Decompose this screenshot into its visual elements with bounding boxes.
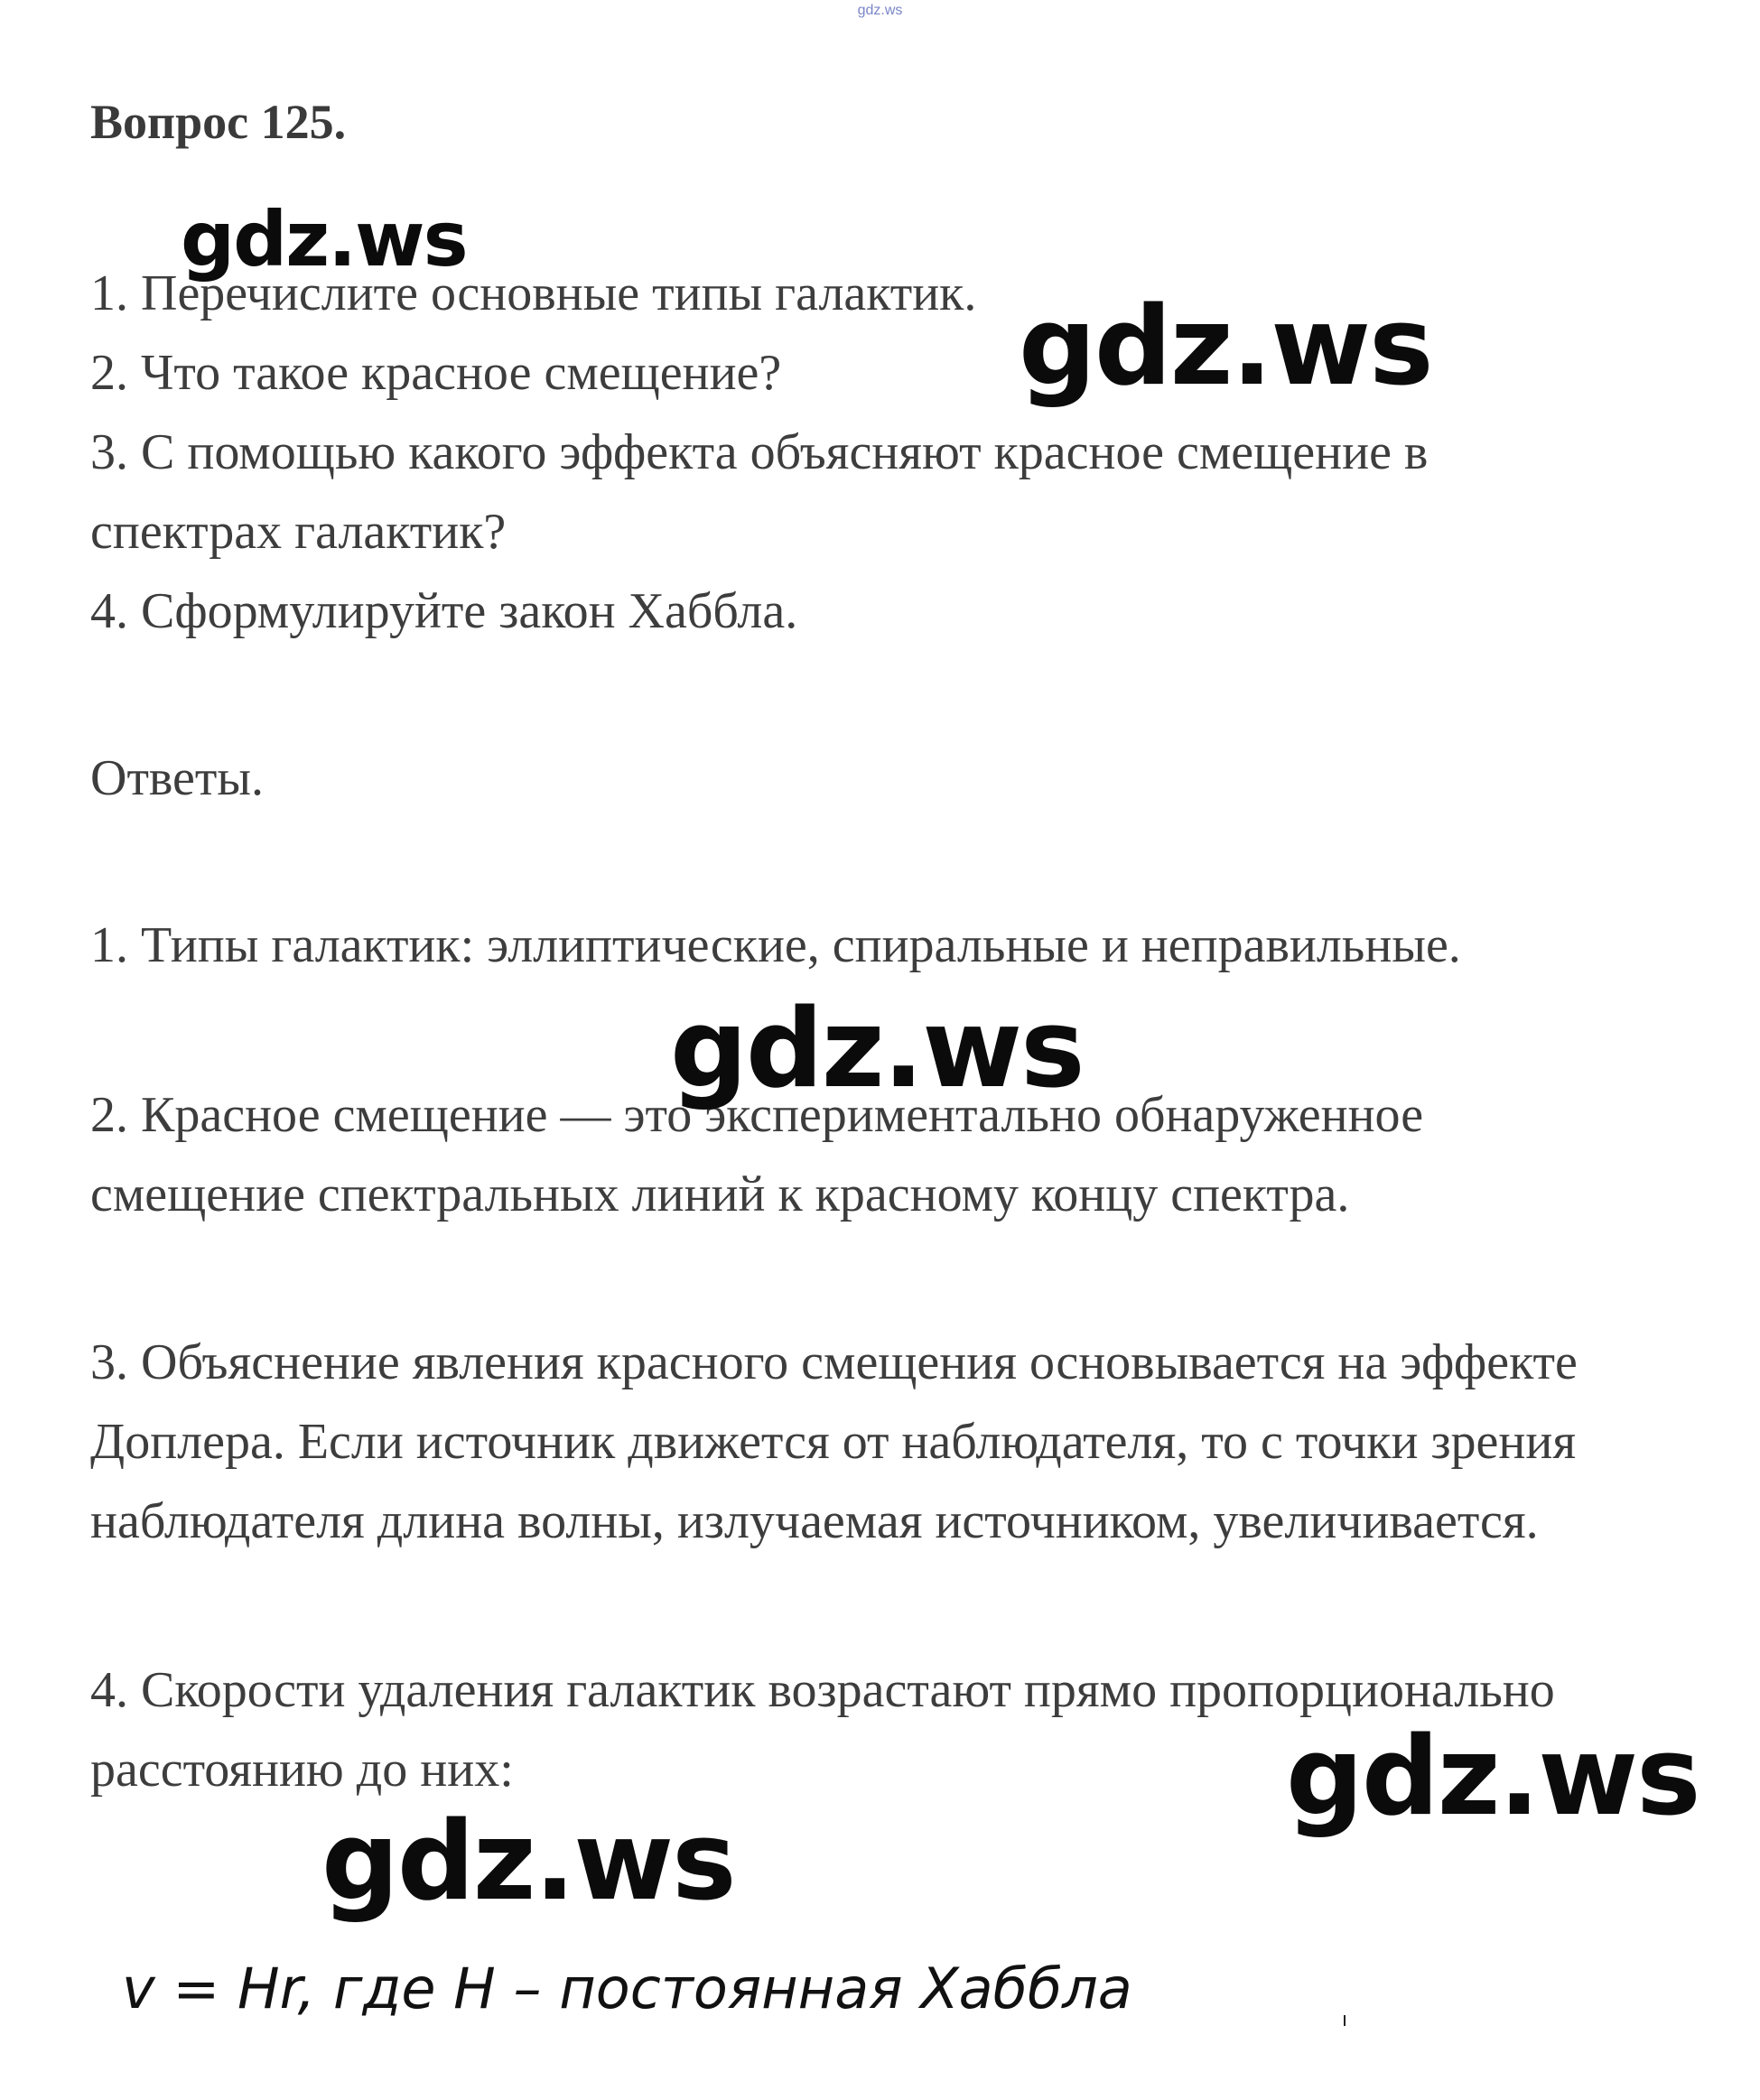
answer-4-line-2: расстоянию до них: [90,1742,514,1798]
watermark-4: gdz.ws [1286,1714,1699,1840]
watermark-1: gdz.ws [181,195,467,283]
watermark-2: gdz.ws [1019,284,1432,410]
question-4: 4. Сформулируйте закон Хаббла. [90,583,798,639]
question-2: 2. Что такое красное смещение? [90,345,782,401]
answer-4-line-1: 4. Скорости удаления галактик возрастают прямо пропорционально [90,1662,1555,1718]
answer-2-line-2: смещение спектральных линий к красному концу спектра. [90,1166,1350,1222]
answers-heading: Ответы. [90,750,264,806]
answer-3-line-2: Доплера. Если источник движется от наблюдателя, то с точки зрения [90,1414,1577,1470]
watermark-5: gdz.ws [321,1799,735,1925]
question-3-line-2: спектрах галактик? [90,504,507,560]
answer-2-line-1: 2. Красное смещение — это экспериментально обнаруженное [90,1087,1424,1143]
question-3-line-1: 3. С помощью какого эффекта объясняют красное смещение в [90,424,1429,480]
site-mark: gdz.ws [857,3,903,18]
question-1: 1. Перечислите основные типы галактик. [90,265,977,321]
question-title: Вопрос 125. [90,95,347,149]
answer-1: 1. Типы галактик: эллиптические, спиральные и неправильные. [90,917,1461,973]
text-cursor-mark [1344,2015,1346,2026]
watermark-3: gdz.ws [670,987,1084,1112]
hubble-formula: v = Hr, где H – постоянная Хаббла [122,1956,1132,2021]
answer-3-line-1: 3. Объяснение явления красного смещения основывается на эффекте [90,1334,1578,1390]
answer-3-line-3: наблюдателя длина волны, излучаемая источником, увеличивается. [90,1493,1539,1549]
